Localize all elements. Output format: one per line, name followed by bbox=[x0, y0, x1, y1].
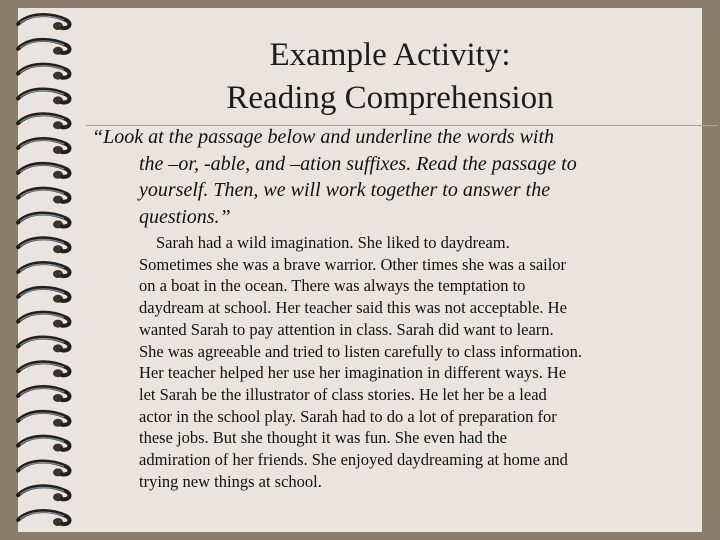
binding-ring bbox=[18, 65, 69, 80]
passage-line: admiration of her friends. She enjoyed daydreaming at home and bbox=[139, 450, 568, 470]
passage-line: actor in the school play. Sarah had to do a lot of preparation for bbox=[139, 406, 557, 426]
passage-line: Her teacher helped her use her imagination in different ways. He bbox=[139, 363, 567, 383]
binding-ring bbox=[18, 189, 69, 204]
binding-ring bbox=[18, 40, 69, 55]
instruction-line-2: the –or, -able, and –ation suffixes. Read the passage to bbox=[139, 152, 577, 175]
binding-ring bbox=[18, 89, 69, 104]
binding-ring bbox=[18, 511, 69, 526]
passage-line: She was agreeable and tried to listen carefully to class information. bbox=[139, 341, 583, 361]
instruction-line-1: “Look at the passage below and underline the words with bbox=[92, 126, 555, 148]
binding-ring bbox=[18, 263, 69, 278]
spiral-binding bbox=[0, 0, 80, 540]
binding-ring bbox=[18, 114, 69, 129]
binding-ring bbox=[18, 313, 69, 328]
passage-line: wanted Sarah to pay attention in class. Sarah did want to learn. bbox=[139, 319, 554, 339]
binding-ring bbox=[18, 213, 69, 228]
binding-ring bbox=[18, 387, 69, 402]
passage-line: on a boat in the ocean. There was always the temptation to bbox=[139, 276, 526, 296]
binding-ring bbox=[18, 15, 69, 30]
instruction-line-3: yourself. Then, we will work together to answer the bbox=[139, 179, 551, 201]
passage-line: trying new things at school. bbox=[139, 471, 322, 491]
binding-ring bbox=[18, 164, 69, 179]
binding-ring bbox=[18, 362, 69, 377]
title-line-1: Example Activity: bbox=[269, 37, 511, 73]
instruction-text bbox=[92, 124, 680, 230]
slide-title bbox=[100, 34, 680, 120]
binding-ring bbox=[18, 139, 69, 154]
passage-line: Sarah had a wild imagination. She liked to daydream. bbox=[156, 233, 510, 252]
passage-line: let Sarah be the illustrator of class stories. He let her be a lead bbox=[139, 384, 547, 404]
binding-ring bbox=[18, 288, 69, 303]
binding-ring bbox=[18, 337, 69, 352]
title-line-2: Reading Comprehension bbox=[226, 80, 554, 116]
passage-line: Sometimes she was a brave warrior. Other times she was a sailor bbox=[139, 254, 567, 274]
reading-passage bbox=[139, 232, 684, 492]
binding-ring bbox=[18, 437, 69, 452]
binding-ring bbox=[18, 486, 69, 501]
binding-ring bbox=[18, 238, 69, 253]
instruction-line-4: questions.” bbox=[139, 205, 231, 228]
passage-line: daydream at school. Her teacher said this was not acceptable. He bbox=[139, 298, 567, 318]
binding-ring bbox=[18, 412, 69, 427]
passage-line: these jobs. But she thought it was fun. She even had the bbox=[139, 428, 507, 448]
binding-ring bbox=[18, 461, 69, 476]
